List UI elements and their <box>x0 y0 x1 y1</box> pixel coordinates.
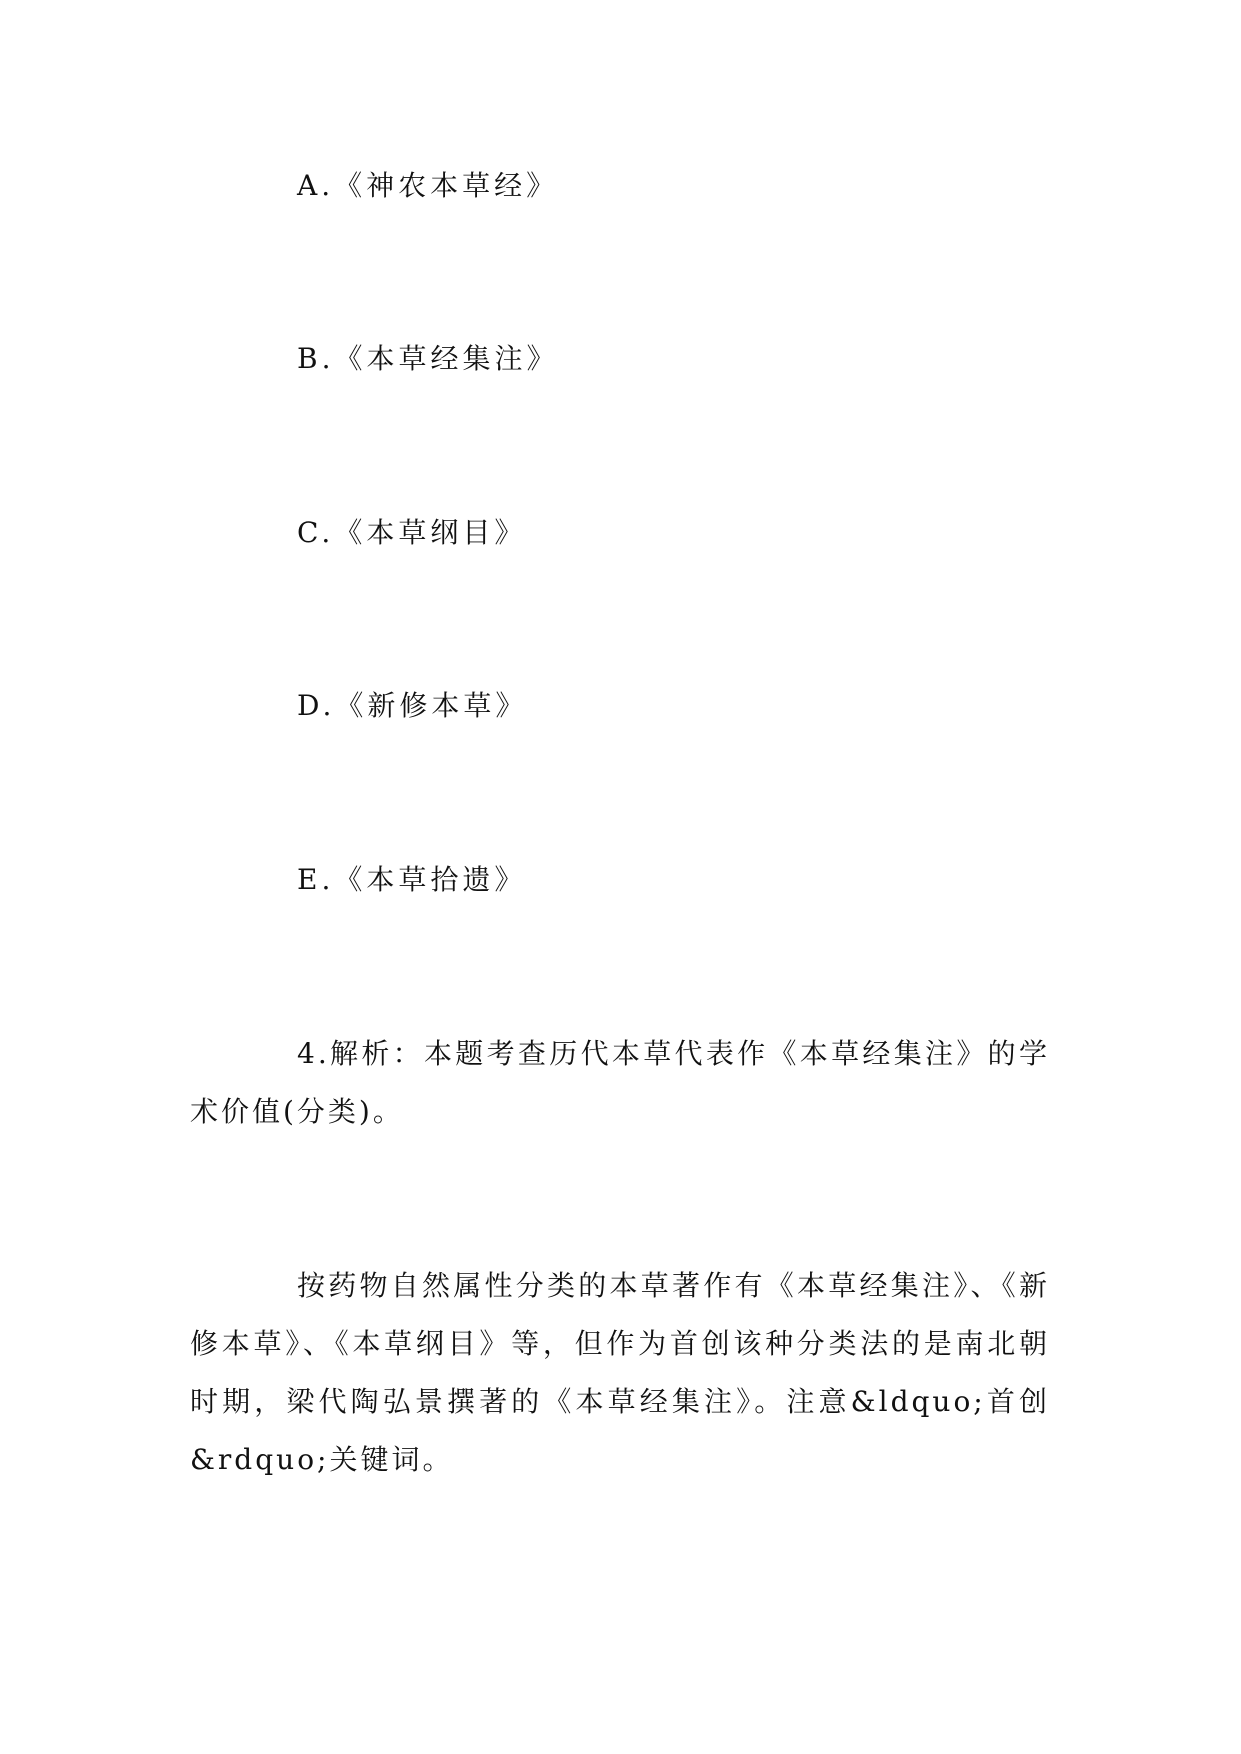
analysis-paragraph-2: 按药物自然属性分类的本草著作有《本草经集注》、《新修本草》、《本草纲目》等，但作为首创该种分类法的是南北朝时期，梁代陶弘景撰著的《本草经集注》。注意&ldquo;首创&rdquo;关键词。 <box>190 1269 1050 1476</box>
option-c: C.《本草纲目》 <box>297 516 527 549</box>
option-e: E.《本草拾遗》 <box>297 863 527 896</box>
option-b: B.《本草经集注》 <box>297 342 559 375</box>
option-a: A.《神农本草经》 <box>297 169 559 202</box>
analysis-paragraph-1: 4.解析：本题考查历代本草代表作《本草经集注》的学术价值(分类)。 <box>190 1037 1050 1128</box>
option-d: D.《新修本草》 <box>297 689 528 722</box>
